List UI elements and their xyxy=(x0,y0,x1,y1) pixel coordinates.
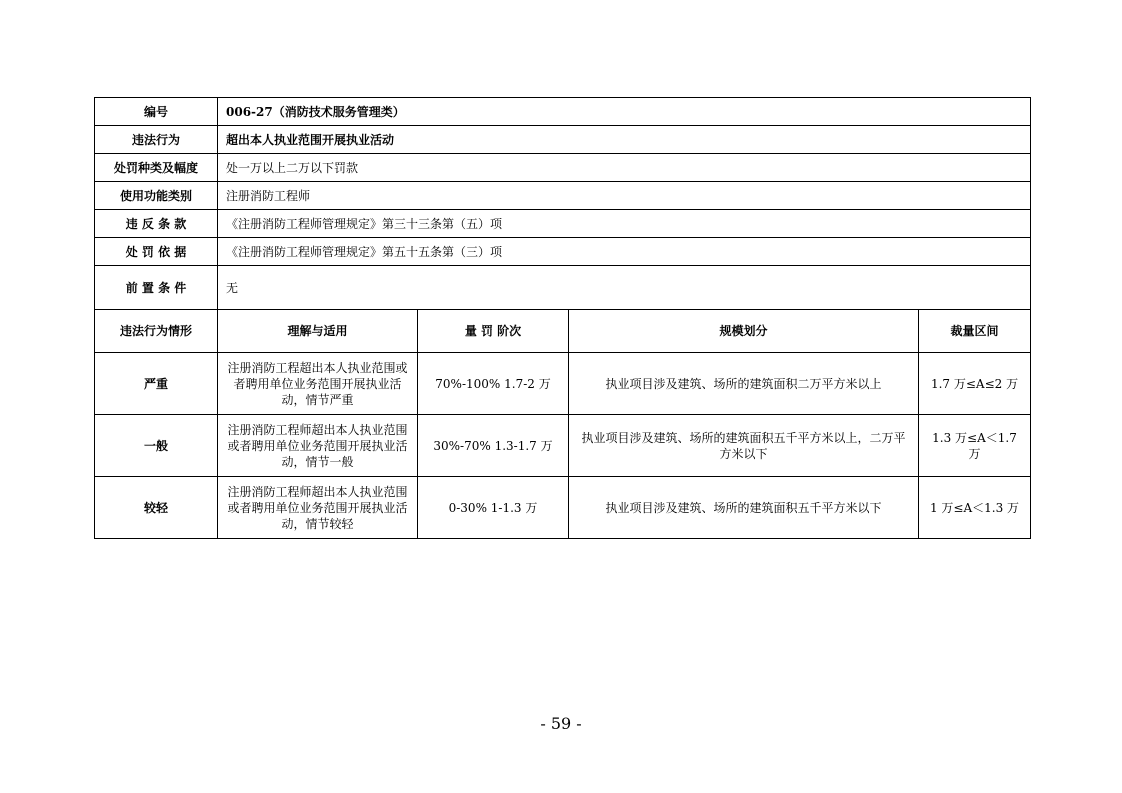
situation-cell: 一般 xyxy=(95,415,218,477)
scale-cell: 执业项目涉及建筑、场所的建筑面积五千平方米以上，二万平方米以下 xyxy=(569,415,919,477)
row-function-category xyxy=(95,182,1031,210)
violated-clause-value: 《注册消防工程师管理规定》第三十三条第（五）项 xyxy=(218,210,1031,238)
penalty-basis-label: 处 罚 依 据 xyxy=(95,238,218,266)
explanation-cell: 注册消防工程超出本人执业范围或者聘用单位业务范围开展执业活动，情节严重 xyxy=(218,353,418,415)
precondition-label: 前 置 条 件 xyxy=(95,266,218,310)
penalty-standard-table xyxy=(94,97,1031,539)
level-cell: 30%-70% 1.3-1.7 万 xyxy=(418,415,569,477)
range-cell: 1 万≤A＜1.3 万 xyxy=(919,477,1031,539)
row-precondition xyxy=(95,266,1031,310)
grid-row-minor xyxy=(95,477,1031,539)
situation-cell: 较轻 xyxy=(95,477,218,539)
range-cell: 1.7 万≤A≤2 万 xyxy=(919,353,1031,415)
level-cell: 70%-100% 1.7-2 万 xyxy=(418,353,569,415)
range-cell: 1.3 万≤A＜1.7 万 xyxy=(919,415,1031,477)
explanation-cell: 注册消防工程师超出本人执业范围或者聘用单位业务范围开展执业活动，情节一般 xyxy=(218,415,418,477)
penalty-type-value: 处一万以上二万以下罚款 xyxy=(218,154,1031,182)
row-code xyxy=(95,98,1031,126)
function-category-value: 注册消防工程师 xyxy=(218,182,1031,210)
header-scale: 规模划分 xyxy=(569,310,919,353)
header-level: 量 罚 阶次 xyxy=(418,310,569,353)
penalty-basis-value: 《注册消防工程师管理规定》第五十五条第（三）项 xyxy=(218,238,1031,266)
code-value: 006-27（消防技术服务管理类） xyxy=(218,98,1031,126)
explanation-cell: 注册消防工程师超出本人执业范围或者聘用单位业务范围开展执业活动，情节较轻 xyxy=(218,477,418,539)
violated-clause-label: 违 反 条 款 xyxy=(95,210,218,238)
scale-cell: 执业项目涉及建筑、场所的建筑面积五千平方米以下 xyxy=(569,477,919,539)
precondition-value: 无 xyxy=(218,266,1031,310)
header-range: 裁量区间 xyxy=(919,310,1031,353)
row-penalty-basis xyxy=(95,238,1031,266)
penalty-type-label: 处罚种类及幅度 xyxy=(95,154,218,182)
header-explanation: 理解与适用 xyxy=(218,310,418,353)
level-cell: 0-30% 1-1.3 万 xyxy=(418,477,569,539)
scale-cell: 执业项目涉及建筑、场所的建筑面积二万平方米以上 xyxy=(569,353,919,415)
header-situation: 违法行为情形 xyxy=(95,310,218,353)
row-penalty-type xyxy=(95,154,1031,182)
row-violated-clause xyxy=(95,210,1031,238)
grid-row-general xyxy=(95,415,1031,477)
page-number: - 59 - xyxy=(540,714,582,733)
grid-row-severe xyxy=(95,353,1031,415)
code-label: 编号 xyxy=(95,98,218,126)
violation-label: 违法行为 xyxy=(95,126,218,154)
situation-cell: 严重 xyxy=(95,353,218,415)
function-category-label: 使用功能类别 xyxy=(95,182,218,210)
grid-header-row xyxy=(95,310,1031,353)
violation-value: 超出本人执业范围开展执业活动 xyxy=(218,126,1031,154)
row-violation xyxy=(95,126,1031,154)
